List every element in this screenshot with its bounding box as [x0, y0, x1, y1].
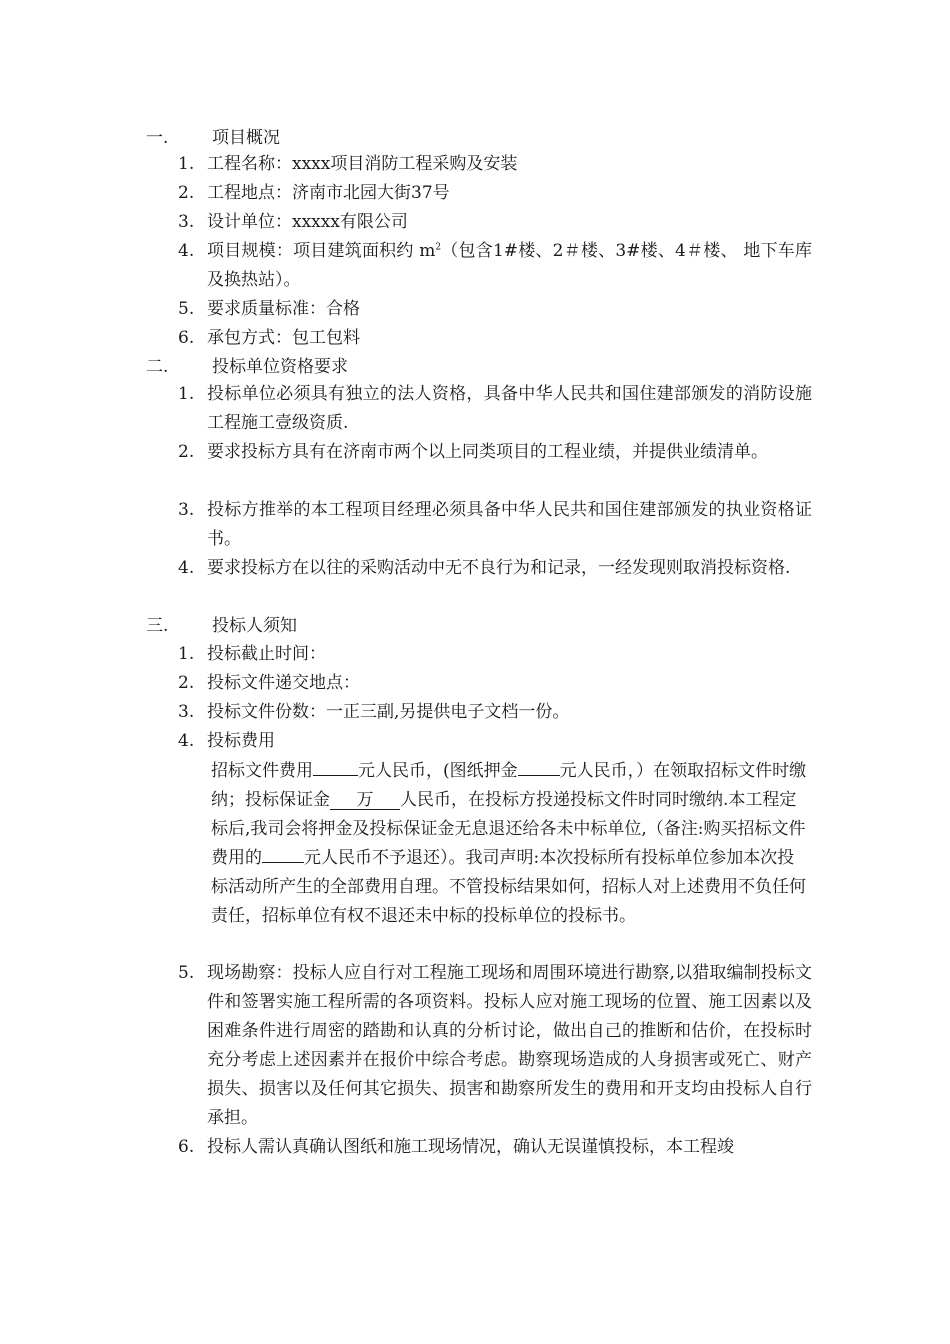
fee-text: 元人民币不予退还）。我司声明:本次投标所有投标单位参加本次投标活动所产生的全部费用自理。不管投标结果如何，招标人对上述费用不负任何责任，招标单位有权不退还未中标的投标单位的投标书。 [211, 848, 806, 926]
item-text: 投标文件份数：一正三副,另提供电子文档一份。 [207, 702, 570, 722]
item-text-part: （包含1#楼、2＃楼、3#楼、4＃楼、 地下车库及换热站）。 [207, 241, 812, 290]
item-number: 2. [178, 442, 195, 462]
item-text: 设计单位：xxxxx有限公司 [207, 212, 408, 232]
blank-field [313, 775, 358, 776]
item-number: 1. [178, 644, 195, 664]
list-item [178, 237, 812, 295]
item-number: 5. [178, 963, 195, 983]
list-item [178, 295, 812, 324]
section-heading [146, 615, 297, 637]
item-number: 6. [178, 328, 195, 348]
item-number: 3. [178, 212, 195, 232]
item-text: 投标方推举的本工程项目经理必须具备中华人民共和国住建部颁发的执业资格证书。 [207, 500, 812, 549]
list-item [178, 727, 812, 756]
item-number: 1. [178, 154, 195, 174]
list-item [178, 380, 812, 438]
blank-field [518, 775, 560, 776]
list-item [178, 669, 812, 698]
section-number: 三. [146, 616, 169, 636]
deposit-unit: 万 [356, 790, 374, 810]
fee-text: 人民币，在投标方投递投标文件时同时缴纳.本工程定标后,我司会将押金及投标保证金无息退还给各未中标单位,（备注:购买招标文件费用的 [211, 790, 806, 868]
item-text: 要求投标方具有在济南市两个以上同类项目的工程业绩，并提供业绩清单。 [207, 442, 768, 462]
item-number: 4. [178, 241, 195, 261]
list-item [178, 1133, 812, 1162]
section-title: 项目概况 [212, 128, 280, 148]
fee-text: 元人民币，）在领取招标文件时缴纳；投标保证金 [211, 761, 807, 810]
list-item [178, 324, 812, 353]
item-text: 要求质量标准：合格 [207, 299, 360, 319]
section-number: 二. [146, 357, 169, 377]
blank-field [262, 862, 304, 863]
list-item [178, 438, 812, 467]
item-number: 5. [178, 299, 195, 319]
fee-text: 招标文件费用 [211, 761, 313, 781]
item-text: 工程名称：xxxx项目消防工程采购及安装 [207, 154, 518, 174]
section-title: 投标人须知 [212, 616, 297, 636]
list-item [178, 179, 812, 208]
item-number: 3. [178, 702, 195, 722]
section-title: 投标单位资格要求 [212, 357, 348, 377]
item-number: 1. [178, 384, 195, 404]
section-number: 一. [146, 128, 169, 148]
section-heading [146, 127, 280, 149]
item-number: 4. [178, 558, 195, 578]
list-item [178, 150, 812, 179]
list-item [178, 208, 812, 237]
item-text: 现场勘察：投标人应自行对工程施工现场和周围环境进行勘察,以猎取编制投标文件和签署实施工程所需的各项资料。投标人应对施工现场的位置、施工因素以及困难条件进行周密的踏勘和认真的分析讨论，做出自己的推断和估价，在投标时充分考虑上述因素并在报价中综合考虑。勘察现场造成的人身损害或死亡、财产损失、损害以及任何其它损失、损害和勘察所发生的费用和开支均由投标人自行承担。 [207, 963, 812, 1128]
item-text: 投标人需认真确认图纸和施工现场情况，确认无误谨慎投标，本工程竣 [207, 1137, 734, 1157]
item-text: 承包方式：包工包料 [207, 328, 360, 348]
item-number: 4. [178, 731, 195, 751]
item-number: 2. [178, 183, 195, 203]
item-text: 投标文件递交地点： [207, 673, 360, 693]
item-number: 2. [178, 673, 195, 693]
list-item [178, 496, 812, 554]
list-item [178, 959, 812, 1133]
item-text: 投标单位必须具有独立的法人资格，具备中华人民共和国住建部颁发的消防设施工程施工壹级资质. [207, 384, 812, 433]
superscript: 2 [435, 242, 442, 253]
item-text [207, 237, 812, 295]
list-item [178, 640, 812, 669]
item-text-part: 项目规模：项目建筑面积约 m [207, 241, 436, 261]
list-item [178, 698, 812, 727]
item-number: 3. [178, 500, 195, 520]
section-heading [146, 356, 348, 378]
item-number: 6. [178, 1137, 195, 1157]
item-text: 工程地点：济南市北园大街37号 [207, 183, 450, 203]
item-text: 投标费用 [207, 731, 275, 751]
list-item [178, 554, 812, 583]
item-text: 投标截止时间： [207, 644, 326, 664]
item-text: 要求投标方在以往的采购活动中无不良行为和记录，一经发现则取消投标资格. [207, 558, 791, 578]
fee-text: 元人民币，(图纸押金 [358, 761, 518, 781]
fee-paragraph [211, 757, 811, 931]
deposit-field [330, 791, 400, 810]
